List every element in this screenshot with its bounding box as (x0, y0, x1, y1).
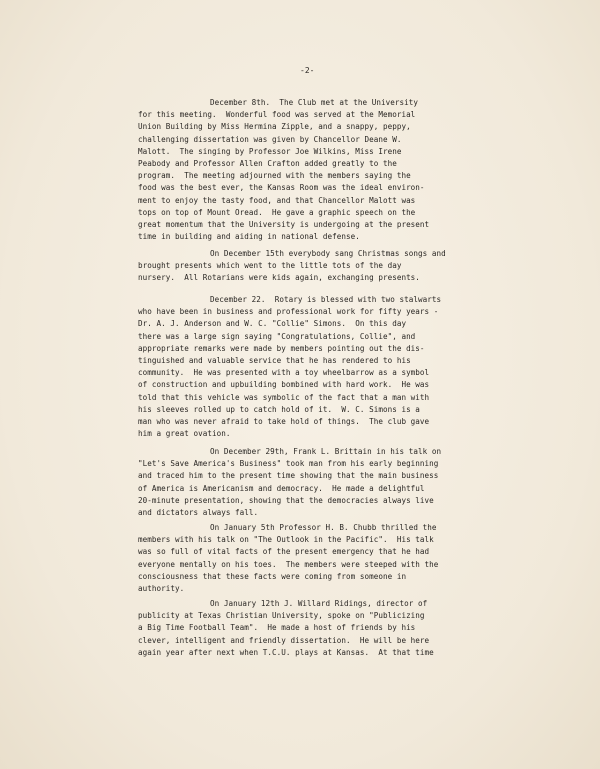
text-line: great momentum that the University is undergoing at the present (138, 220, 430, 230)
text-line: told that this vehicle was symbolic of the fact that a man with (138, 392, 430, 402)
text-line: of construction and upbuilding bombined with hard work. He was (138, 380, 430, 390)
text-line: clever, intelligent and friendly dissertation. He will be here (138, 635, 430, 645)
text-line: man who was never afraid to take hold of things. The club gave (138, 417, 430, 427)
text-line: was so full of vital facts of the present emergency that he had (138, 547, 430, 557)
text-line: everyone mentally on his toes. The members were steeped with the (138, 559, 439, 569)
text-line: appropriate remarks were made by members pointing out the dis- (138, 343, 425, 353)
text-line: publicity at Texas Christian University, spoke on "Publicizing (138, 611, 425, 621)
text-line: On December 15th everybody sang Christmas songs and (210, 249, 446, 258)
paragraph-january-5 (138, 522, 510, 595)
text-line: ment to enjoy the tasty food, and that Chancellor Malott was (138, 195, 416, 205)
text-line: again year after next when T.C.U. plays at Kansas. At that time (138, 647, 434, 657)
text-line: for this meeting. Wonderful food was served at the Memorial (138, 110, 416, 120)
text-line: and traced him to the present time showing that the main business (138, 471, 439, 481)
text-line: challenging dissertation was given by Chancellor Deane W. (138, 134, 402, 144)
page-number: -2- (300, 66, 315, 75)
text-line: December 8th. The Club met at the University (210, 98, 418, 107)
text-line: nursery. All Rotarians were kids again, exchanging presents. (138, 273, 420, 283)
paragraph-december-8 (138, 97, 510, 243)
text-line: tinguished and valuable service that he has rendered to his (138, 356, 411, 366)
paragraph-december-29 (138, 446, 510, 519)
text-line: On January 12th J. Willard Ridings, director of (210, 599, 428, 608)
text-line: "Let's Save America's Business" took man from his early beginning (138, 459, 439, 469)
text-line: who have been in business and professional work for fifty years - (138, 307, 439, 317)
paragraph-december-15 (138, 248, 510, 285)
text-line: On January 5th Professor H. B. Chubb thrilled the (210, 523, 437, 532)
text-line: food was the best ever, the Kansas Room was the ideal environ- (138, 183, 425, 193)
paragraph-december-22 (138, 294, 510, 440)
paragraph-january-12 (138, 598, 510, 659)
text-line: community. He was presented with a toy wheelbarrow as a symbol (138, 368, 430, 378)
text-line: program. The meeting adjourned with the members saying the (138, 171, 411, 181)
text-line: and dictators always fall. (138, 508, 259, 518)
text-line: members with his talk on "The Outlook in the Pacific". His talk (138, 535, 434, 545)
text-line: Malott. The singing by Professor Joe Wilkins, Miss Irene (138, 146, 402, 156)
text-line: December 22. Rotary is blessed with two stalwarts (210, 295, 442, 304)
text-line: On December 29th, Frank L. Brittain in his talk on (210, 447, 442, 456)
text-line: there was a large sign saying "Congratulations, Collie", and (138, 331, 416, 341)
text-line: brought presents which went to the little tots of the day (138, 261, 402, 271)
text-line: a Big Time Football Team". He made a host of friends by his (138, 623, 416, 633)
text-line: him a great ovation. (138, 429, 231, 439)
text-line: Dr. A. J. Anderson and W. C. "Collie" Simons. On this day (138, 319, 407, 329)
text-line: authority. (138, 584, 185, 594)
text-line: Peabody and Professor Allen Crafton added greatly to the (138, 159, 397, 169)
text-line: 20-minute presentation, showing that the democracies always live (138, 495, 434, 505)
text-line: his sleeves rolled up to catch hold of it. W. C. Simons is a (138, 404, 420, 414)
text-line: of America is Americanism and democracy. He made a delightful (138, 483, 425, 493)
text-line: consciousness that these facts were coming from someone in (138, 571, 407, 581)
text-line: time in building and aiding in national defense. (138, 232, 360, 242)
text-line: tops on top of Mount Oread. He gave a graphic speech on the (138, 207, 416, 217)
text-line: Union Building by Miss Hermina Zipple, and a snappy, peppy, (138, 122, 411, 132)
